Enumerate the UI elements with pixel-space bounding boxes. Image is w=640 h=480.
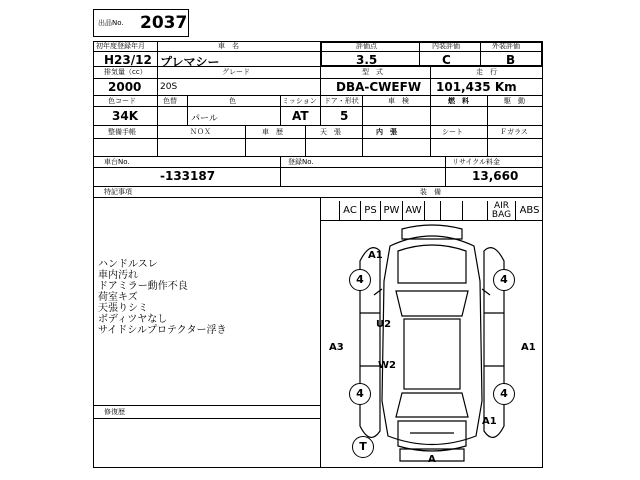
- color-change-header: 色替: [163, 97, 177, 105]
- equipment-airbag: AIR BAG: [488, 201, 516, 221]
- tire-front-right: 4: [493, 269, 515, 291]
- remark-item: ハンドルスレ: [98, 259, 158, 270]
- exterior-score: B: [506, 53, 516, 67]
- mark-rear: A: [428, 454, 436, 465]
- tire-rear-left: 4: [349, 383, 371, 405]
- car-diagram: [320, 221, 543, 468]
- transmission: AT: [292, 109, 309, 123]
- grade-header: グレード: [222, 68, 250, 76]
- color-header: 色: [229, 97, 236, 105]
- mileage: 101,435 Km: [436, 80, 517, 94]
- lot-number-box: [93, 9, 189, 37]
- spare-tire: T: [352, 436, 374, 458]
- model-code: DBA-CWEFW: [336, 80, 422, 94]
- color: パール: [191, 114, 218, 124]
- equipment-ac: AC: [340, 201, 361, 221]
- registration-header: 登録No.: [288, 158, 314, 166]
- remarks-list: [98, 259, 226, 336]
- displacement: 2000: [108, 80, 142, 94]
- displacement-header: 排気量（cc）: [104, 68, 147, 76]
- remark-item: ボディツヤなし: [98, 314, 168, 325]
- transmission-header: ミッション: [282, 97, 317, 105]
- doors: 5: [340, 109, 349, 123]
- chassis-header: 車台No.: [104, 158, 130, 166]
- car-name: プレマシー: [160, 55, 220, 69]
- name-header: 車 名: [218, 42, 239, 50]
- equipment-empty-2: [441, 201, 463, 221]
- equipment-abs: ABS: [519, 205, 540, 216]
- tire-rear-right: 4: [493, 383, 515, 405]
- remark-item: 車内汚れ: [98, 270, 138, 281]
- overall-score: 3.5: [356, 53, 378, 67]
- equipment-ps: PS: [361, 201, 381, 221]
- history-header: 車 歴: [262, 128, 283, 136]
- equipment-pw: PW: [381, 201, 403, 221]
- grade: 20S: [160, 82, 178, 92]
- mileage-header: 走 行: [476, 68, 497, 76]
- remarks-title: 特記事項: [104, 188, 132, 196]
- mark-rear-right: A1: [482, 416, 497, 427]
- lot-number-label: 出品No.: [98, 19, 124, 27]
- model-header: 型 式: [362, 68, 383, 76]
- equipment-title: 装 備: [420, 188, 441, 196]
- remark-item: 荷室キズ: [98, 292, 138, 303]
- mark-right-side: A1: [521, 342, 536, 353]
- remark-item: 天張りシミ: [98, 303, 148, 314]
- ceiling-header: 天 張: [320, 128, 341, 136]
- chassis-number: -133187: [160, 169, 216, 183]
- exterior-score-header: 外装評価: [492, 42, 520, 50]
- mark-left-side: A3: [329, 342, 344, 353]
- drive-header: 駆 動: [504, 97, 525, 105]
- remark-item: サイドシルプロテクター浮き: [98, 325, 227, 336]
- recycle-fee: 13,660: [472, 169, 519, 183]
- interior-score: C: [442, 53, 451, 67]
- equipment-blank: [320, 201, 340, 221]
- maintenance-book-header: 整備手帳: [108, 128, 136, 136]
- repair-history-title: 修復歴: [104, 408, 125, 416]
- first-registration: H23/12: [104, 53, 152, 67]
- score-header: 評価点: [356, 42, 377, 50]
- nox-header: ＮＯＸ: [190, 128, 211, 136]
- front-glass-header: Ｆガラス: [500, 128, 528, 136]
- mark-left-front-door: U2: [376, 319, 392, 330]
- interior-lining-header: 内 張: [376, 128, 397, 136]
- mark-front: A1: [368, 250, 383, 261]
- seat-header: シート: [442, 128, 463, 136]
- doors-header: ドア・形状: [324, 97, 359, 105]
- equipment-empty-3: [463, 201, 488, 221]
- tire-front-left: 4: [349, 269, 371, 291]
- year-header: 初年度登録年月: [96, 42, 145, 50]
- remark-item: ドアミラー動作不良: [98, 281, 188, 292]
- equipment-aw: AW: [403, 201, 425, 221]
- interior-score-header: 内装評価: [432, 42, 460, 50]
- fuel-header: 燃 料: [448, 97, 469, 105]
- lot-number: 2037: [140, 13, 188, 33]
- mark-left-rear: W2: [378, 360, 396, 371]
- color-code-header: 色コード: [108, 97, 136, 105]
- vehicle-check-header: 車 検: [388, 97, 409, 105]
- equipment-empty-1: [425, 201, 441, 221]
- color-code: 34K: [112, 109, 138, 123]
- recycle-fee-header: リサイクル料金: [452, 158, 501, 166]
